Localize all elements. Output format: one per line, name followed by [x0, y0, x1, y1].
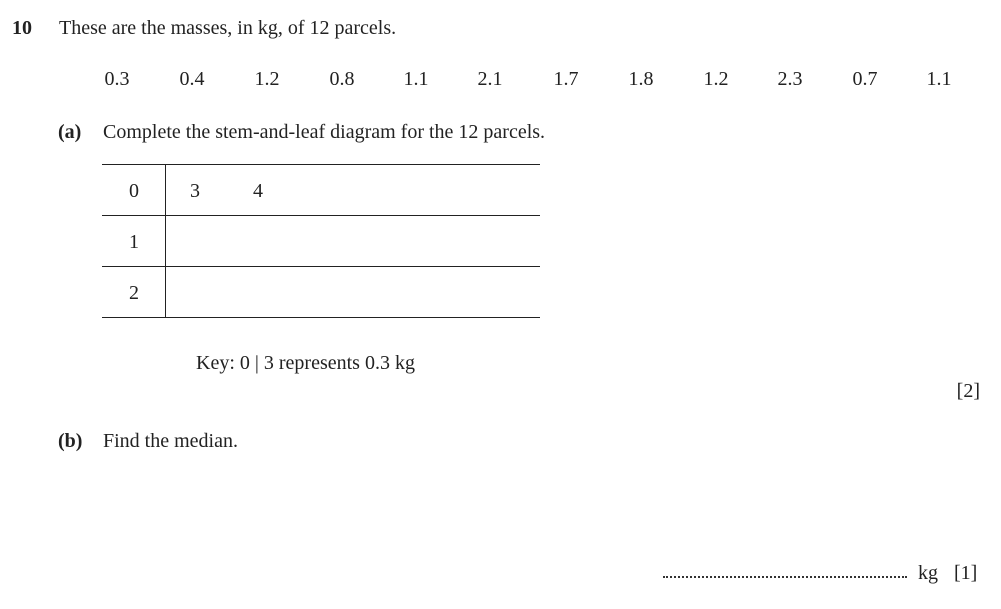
leaf-cell: 4	[253, 180, 263, 202]
leaf-cell: 3	[190, 180, 200, 202]
part-a-text: Complete the stem-and-leaf diagram for the 12 parcels.	[103, 121, 546, 143]
mass-value: 1.8	[628, 68, 654, 90]
answer-unit: kg	[918, 562, 938, 584]
mass-value: 0.7	[852, 68, 878, 90]
diagram-key: Key: 0 | 3 represents 0.3 kg	[196, 352, 415, 374]
leaves-input-row-1[interactable]	[166, 216, 540, 266]
question-number: 10	[12, 17, 32, 39]
mass-value: 1.7	[553, 68, 579, 90]
stem-cell: 1	[129, 231, 139, 253]
mass-value: 2.1	[477, 68, 503, 90]
stem-cell: 2	[129, 282, 139, 304]
stem-cell: 0	[129, 180, 139, 202]
mass-value: 1.2	[703, 68, 729, 90]
part-b-marks: [1]	[954, 562, 978, 584]
leaves-input-row-2[interactable]	[166, 267, 540, 317]
part-a-marks: [2]	[956, 380, 980, 402]
table-border	[102, 164, 540, 165]
question-intro: These are the masses, in kg, of 12 parcels.	[59, 17, 397, 39]
part-a-label: (a)	[58, 121, 82, 143]
mass-value: 0.4	[179, 68, 205, 90]
part-b-text: Find the median.	[103, 430, 238, 452]
answer-line[interactable]	[663, 576, 907, 578]
mass-value: 0.3	[104, 68, 130, 90]
mass-value: 1.1	[403, 68, 429, 90]
mass-value: 0.8	[329, 68, 355, 90]
table-border	[102, 317, 540, 318]
mass-value: 1.2	[254, 68, 280, 90]
mass-value: 2.3	[777, 68, 803, 90]
part-b-label: (b)	[58, 430, 83, 452]
mass-value: 1.1	[926, 68, 952, 90]
